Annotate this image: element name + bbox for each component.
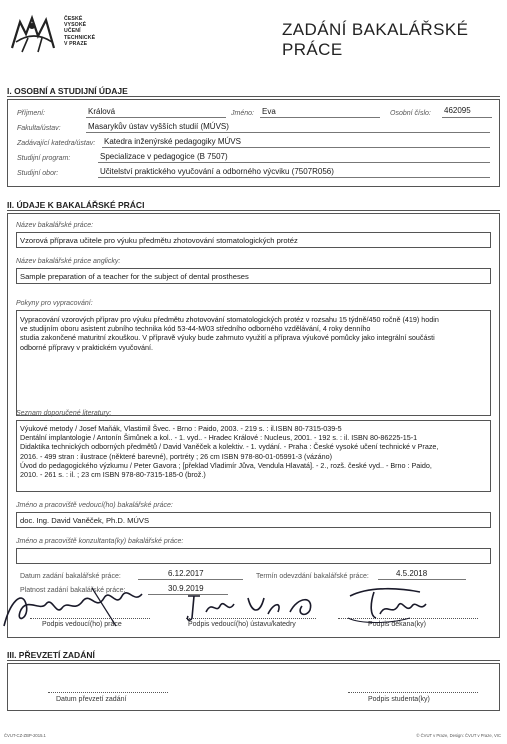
section-2-rule — [7, 210, 500, 211]
section-2-heading: II. ÚDAJE K BAKALÁŘSKÉ PRÁCI — [7, 200, 145, 210]
section-1-heading: I. OSOBNÍ A STUDIJNÍ ÚDAJE — [7, 86, 128, 96]
consultant-frame — [16, 548, 491, 564]
section-3-rule — [7, 660, 500, 661]
supervisor-signature-caption: Podpis vedoucí(ho) práce — [42, 621, 122, 628]
field-underline — [98, 177, 490, 178]
institution-line: TECHNICKÉ — [64, 34, 96, 41]
institution-line: VYSOKÉ — [64, 22, 87, 29]
thesis-name-frame — [16, 232, 491, 248]
name-underline — [260, 117, 380, 118]
supervisor-frame — [16, 512, 491, 528]
supervisor-handwritten-signature — [0, 582, 160, 632]
name-label: Jméno: — [231, 110, 254, 117]
deadline-label: Termín odevzdání bakalářské práce: — [256, 573, 369, 580]
institution-line: V PRAZE — [64, 40, 88, 47]
program-label: Studijní program: — [17, 155, 71, 162]
literature-item: 2010. - 261 s. : il. ; 23 cm ISBN 978-80-7315-185-0 (brož.) — [20, 470, 206, 480]
personal-id-value: 462095 — [444, 106, 471, 115]
literature-item: Dentální implantologie / Antonín Šimůnek a kol.. - 1. vyd.. - Hradec Králové : Nucleus, 2001. - 192 s. : il. ISBN 80-86225-15-1 — [20, 433, 418, 443]
personal-data-box — [7, 99, 500, 187]
thesis-name-en-frame — [16, 268, 491, 284]
guidelines-line: Vypracování vzorových příprav pro výuku předmětu zhotovování stomatologických protéz v rozsahu 15 týdně/450 ročně (419) hodin — [20, 315, 439, 324]
validity-value: 30.9.2019 — [168, 584, 204, 593]
consultant-label: Jméno a pracoviště konzultanta(ky) bakalářské práce: — [16, 538, 184, 545]
guidelines-frame — [16, 310, 491, 416]
institution-line: ČESKÉ — [64, 16, 83, 22]
field-value: Učitelství praktického vyučování a odborného výcviku (7507R056) — [100, 167, 334, 176]
faculty-label: Fakulta/ústav: — [17, 125, 61, 132]
literature-text — [20, 424, 438, 479]
handover-box — [7, 663, 500, 711]
thesis-data-box — [7, 213, 500, 638]
literature-frame — [16, 420, 491, 492]
literature-item: Úvod do pedagogického výzkumu / Peter Gavora ; [překlad Vladimír Jůva, Vendula Hlavatá]. - 2., rozš. české vyd.. - Brno : Paido, — [20, 460, 432, 470]
department-value: Katedra inženýrské pedagogiky MÚVS — [104, 137, 241, 146]
literature-label: Seznam doporučené literatury: — [16, 410, 112, 417]
literature-item: Výukové metody / Josef Maňák, Vlastimil Švec. - Brno : Paido, 2003. - 219 s. : il.ISBN 80-7315-039-5 — [20, 424, 342, 433]
thesis-name-en-value: Sample preparation of a teacher for the subject of dental prostheses — [20, 272, 249, 281]
guidelines-line: ve studijním oboru asistent zubního technika kód 53-44-M/03 středního odborného vzdělávání, 4 roky denního — [20, 324, 371, 334]
head-handwritten-signature — [182, 588, 332, 624]
guidelines-label: Pokyny pro vypracování: — [16, 300, 93, 307]
literature-item: 2016. - 499 stran : ilustrace (některé barevné), portréty ; 26 cm ISBN 978-80-01-05991-3 (vázáno) — [20, 451, 333, 461]
head-signature-caption: Podpis vedoucí(ho) ústavu/katedry — [188, 621, 296, 628]
thesis-name-label: Název bakalářské práce: — [16, 222, 94, 229]
footer-form-code: ČVUT-CZ-ZBP-2015.1 — [4, 733, 46, 738]
supervisor-value: doc. Ing. David Vaněček, Ph.D. MÚVS — [20, 516, 150, 525]
surname-underline — [86, 117, 226, 118]
thesis-name-en-label: Název bakalářské práce anglicky: — [16, 258, 121, 265]
footer-copyright: © ČVUT v Praze, Design: ČVUT v Praze, VIC — [416, 733, 501, 738]
faculty-value: Masarykův ústav vyšších studií (MÚVS) — [88, 122, 229, 131]
guidelines-text — [20, 315, 439, 352]
surname-label: Příjmení: — [17, 110, 46, 117]
faculty-underline — [86, 132, 490, 133]
deadline-underline — [378, 579, 466, 580]
handover-date-line — [48, 692, 168, 693]
department-label: Zadávající katedra/ústav: — [17, 140, 96, 147]
assign-date-underline — [138, 579, 243, 580]
surname-value: Králová — [88, 107, 116, 116]
student-signature-line — [348, 692, 478, 693]
personal-id-label: Osobní číslo: — [390, 110, 431, 117]
thesis-name-value: Vzorová příprava učitele pro výuku předmětu zhotovování stomatologických protéz — [20, 236, 298, 245]
personal-id-underline — [442, 117, 492, 118]
assign-date-value: 6.12.2017 — [168, 569, 204, 578]
name-value: Eva — [262, 107, 276, 116]
guidelines-line: odborné přípravy v praktickém vyučování. — [20, 342, 154, 352]
deadline-value: 4.5.2018 — [396, 569, 428, 578]
dean-handwritten-signature — [340, 584, 440, 624]
guidelines-line: studia zakončené maturitní zkouškou. V přípravě výuky bude zahrnuto využití a příprava výukové pomůcky jako integrální součásti — [20, 333, 435, 343]
field-label: Studijní obor: — [17, 170, 59, 177]
dean-signature-caption: Podpis děkana(ky) — [368, 621, 426, 628]
supervisor-label: Jméno a pracoviště vedoucí(ho) bakalářské práce: — [16, 502, 173, 509]
program-underline — [98, 162, 490, 163]
program-value: Specializace v pedagogice (B 7507) — [100, 152, 228, 161]
assign-date-label: Datum zadání bakalářské práce: — [20, 573, 121, 580]
document-title: ZADÁNÍ BAKALÁŘSKÉ PRÁCE — [282, 20, 469, 59]
section-3-heading: III. PŘEVZETÍ ZADÁNÍ — [7, 650, 95, 660]
department-underline — [102, 147, 490, 148]
institution-name — [64, 16, 95, 47]
cvut-logo-icon — [8, 12, 60, 56]
literature-item: Didaktika technických odborných předmětů / David Vaněček a kolektiv. - 1. vydání. - Praha : České vysoké učení technické v Praze, — [20, 442, 439, 452]
institution-line: UČENÍ — [64, 28, 81, 35]
section-1-rule — [7, 96, 500, 97]
handover-date-caption: Datum převzetí zadání — [56, 696, 127, 703]
validity-label: Platnost zadání bakalářské práce: — [20, 587, 126, 594]
student-signature-caption: Podpis studenta(ky) — [368, 696, 430, 703]
